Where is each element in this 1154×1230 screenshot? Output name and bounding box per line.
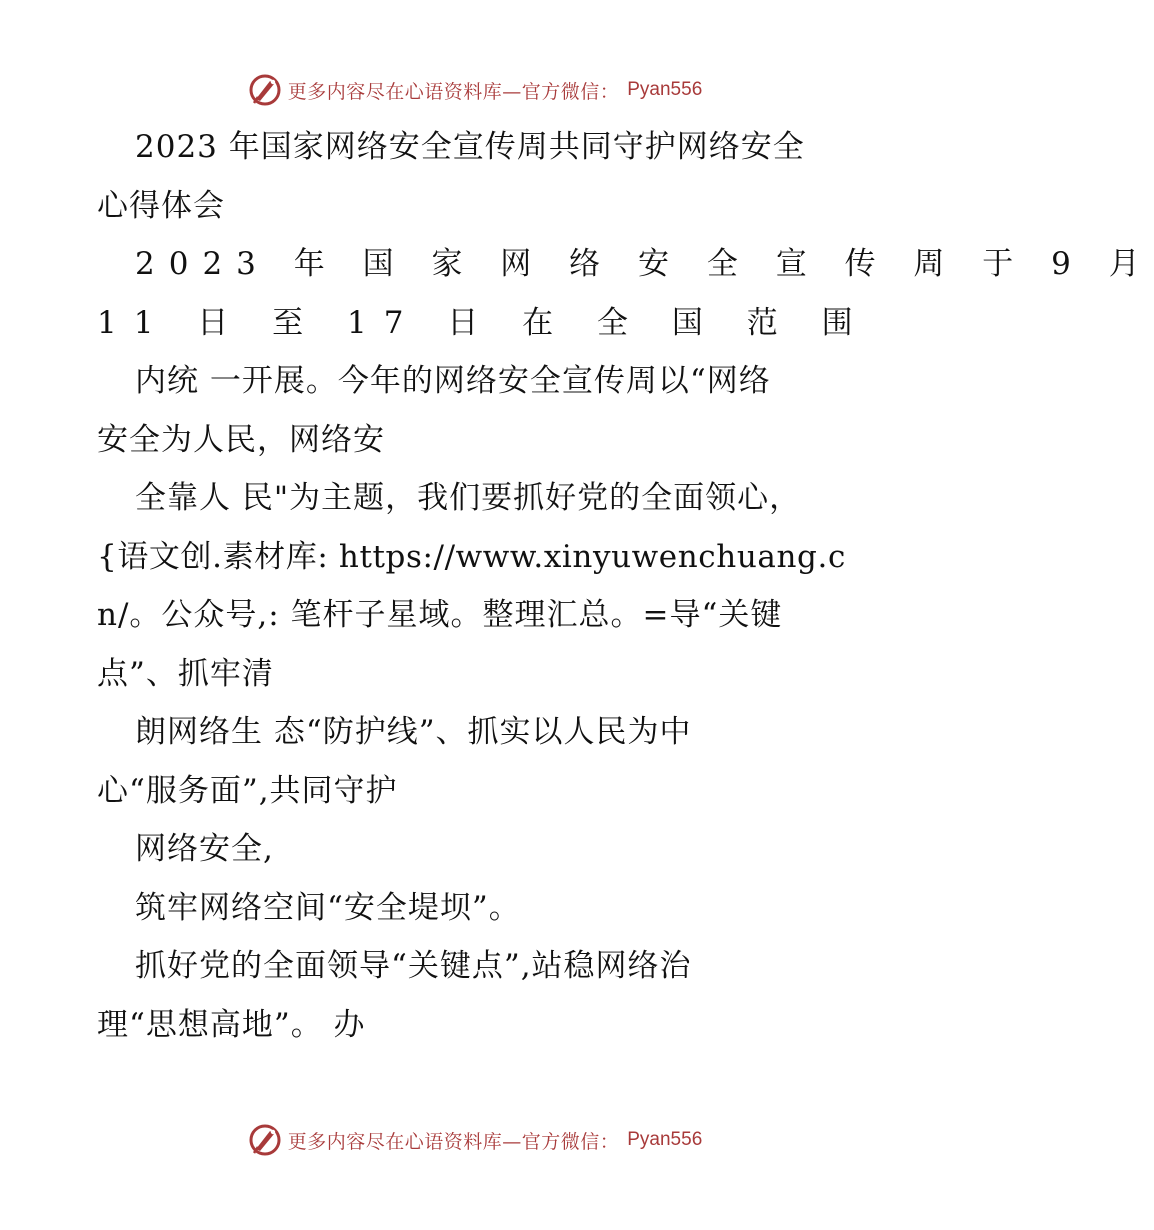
paragraph-line: 网络安全, xyxy=(135,831,274,867)
paragraph-line: 11 日 至 17 日 在 全 国 范 围 xyxy=(97,304,870,341)
paragraph-line: 安全为人民，网络安 xyxy=(97,421,385,458)
paragraph-line: 全靠人 民"为主题，我们要抓好党的全面领心， xyxy=(135,480,802,516)
quill-pen-logo-icon xyxy=(248,1123,282,1157)
watermark-text: 更多内容尽在心语资料库—官方微信： xyxy=(287,1130,620,1153)
header-watermark xyxy=(0,70,950,110)
paragraph-line: 内统 一开展。今年的网络安全宣传周以“网络 xyxy=(135,363,771,399)
paragraph-line: 心“服务面”,共同守护 xyxy=(97,772,398,809)
watermark-text: 更多内容尽在心语资料库—官方微信： xyxy=(287,80,620,103)
paragraph-line: 朗网络生 态“防护线”、抓实以人民为中 xyxy=(135,714,692,750)
watermark-wechat-id: Pyan556 xyxy=(627,79,703,100)
document-body xyxy=(97,118,1154,1054)
paragraph-line: 点”、抓牢清 xyxy=(97,655,274,692)
title-line-1: 2023 年国家网络安全宣传周共同守护网络安全 xyxy=(135,129,805,165)
paragraph-line: 2023 年 国 家 网 络 安 全 宣 传 周 于 9 月 xyxy=(135,246,1154,282)
quill-pen-logo-icon xyxy=(248,73,282,107)
footer-watermark xyxy=(0,1120,950,1160)
paragraph-line: {语文创.素材库: https://www.xinyuwenchuang.c xyxy=(97,538,846,575)
paragraph-line: 筑牢网络空间“安全堤坝”。 xyxy=(135,889,521,926)
watermark-wechat-id: Pyan556 xyxy=(627,1129,703,1150)
paragraph-line: n/。公众号,: 笔杆子星域。整理汇总。=导“关键 xyxy=(97,597,783,633)
paragraph-line: 理“思想高地”。 办 xyxy=(97,1006,366,1043)
title-line-2: 心得体会 xyxy=(97,187,225,224)
paragraph-line: 抓好党的全面领导“关键点”,站稳网络治 xyxy=(135,948,692,984)
